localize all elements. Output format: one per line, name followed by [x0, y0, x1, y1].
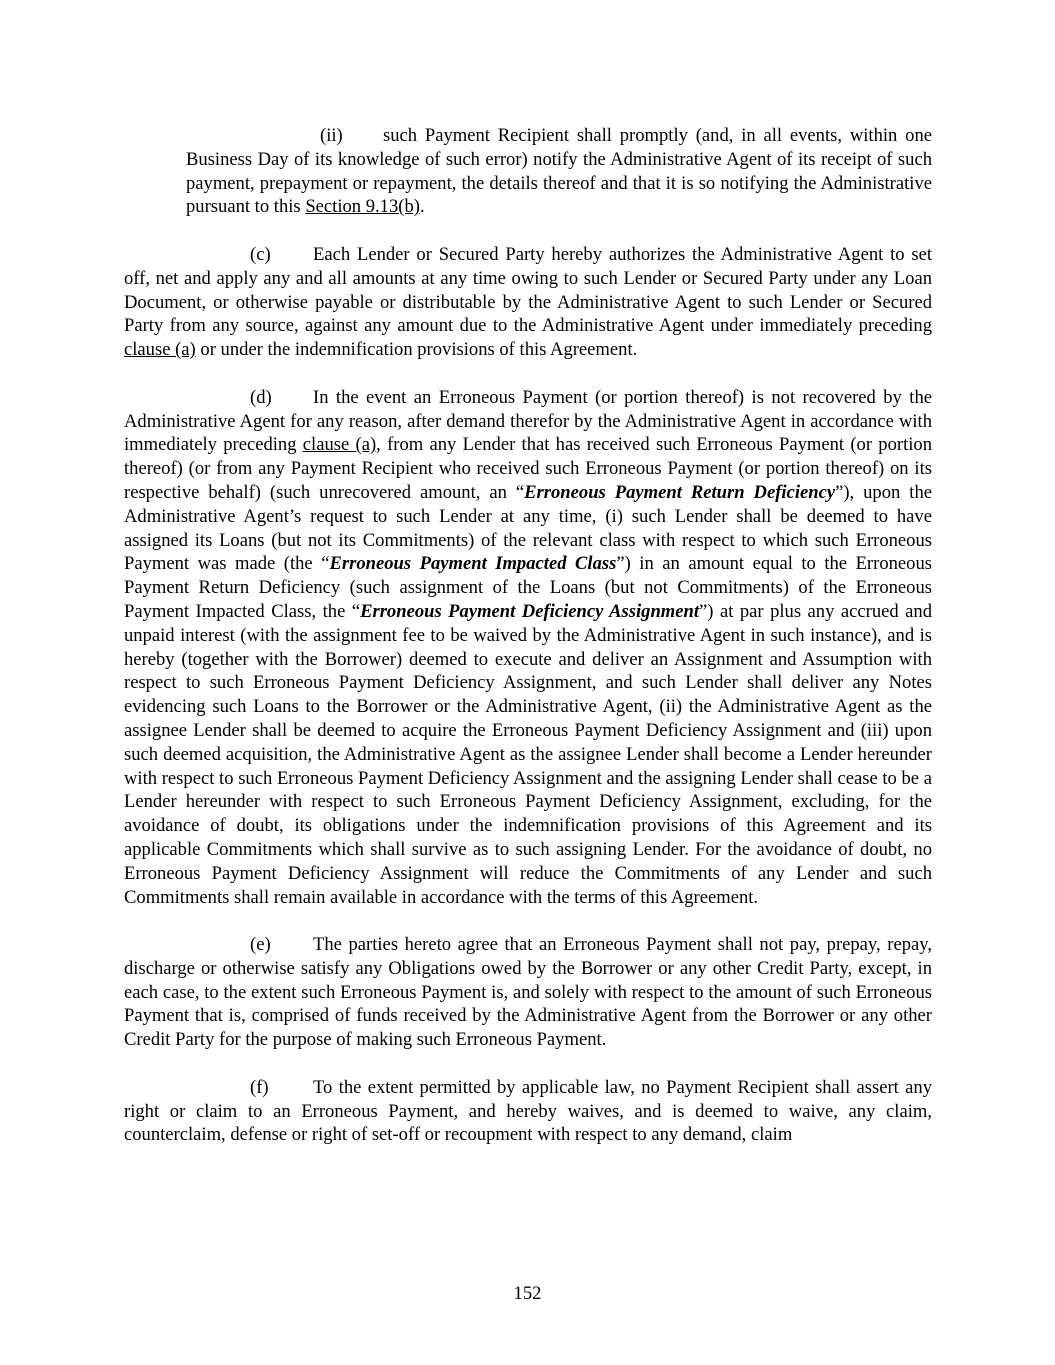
defined-term: Erroneous Payment Return Deficiency: [524, 481, 836, 503]
paragraph-label: (ii): [320, 125, 343, 146]
paragraph-label: (f): [250, 1076, 269, 1098]
defined-term: Erroneous Payment Deficiency Assignment: [360, 600, 700, 622]
paragraph-c: (c) Each Lender or Secured Party hereby authorizes the Administrative Agent to set off, net and apply any and all amounts at any time owing to such Lender or Secured Party under any Loan Document, or otherwise payable or distributable by the Administrative Agent to such Lender or Secured Party from any source, against any amount due to the Administrative Agent under immediately preceding clause (a) or under the indemnification provisions of this Agreement.: [124, 243, 932, 361]
paragraph-label: (c): [250, 243, 271, 265]
paragraph-d: (d) In the event an Erroneous Payment (or portion thereof) is not recovered by the Administrative Agent for any reason, after demand therefor by the Administrative Agent in accordance with immediately preceding clause (a), from any Lender that has received such Erroneous Payment (or portion thereof) (or from any Payment Recipient who received such Erroneous Payment (or portion thereof) on its respective behalf) (such unrecovered amount, an “Erroneous Payment Return Deficiency”), upon the Administrative Agent’s request to such Lender at any time, (i) such Lender shall be deemed to have assigned its Loans (but not its Commitments) of the relevant class with respect to which such Erroneous Payment was made (the “Erroneous Payment Impacted Class”) in an amount equal to the Erroneous Payment Return Deficiency (such assignment of the Loans (but not Commitments) of the Erroneous Payment Impacted Class, the “Erroneous Payment Deficiency Assignment”) at par plus any accrued and unpaid interest (with the assignment fee to be waived by the Administrative Agent in such instance), and is hereby (together with the Borrower) deemed to execute and deliver an Assignment and Assumption with respect to such Erroneous Payment Deficiency Assignment, and such Lender shall deliver any Notes evidencing such Loans to the Borrower or the Administrative Agent, (ii) the Administrative Agent as the assignee Lender shall be deemed to acquire the Erroneous Payment Deficiency Assignment and (iii) upon such deemed acquisition, the Administrative Agent as the assignee Lender shall become a Lender hereunder with respect to such Erroneous Payment Deficiency Assignment and the assigning Lender shall cease to be a Lender hereunder with respect to such Erroneous Payment Deficiency Assignment, excluding, for the avoidance of doubt, its obligations under the indemnification provisions of this Agreement and its applicable Commitments which shall survive as to such assigning Lender. For the avoidance of doubt, no Erroneous Payment Deficiency Assignment will reduce the Commitments of any Lender and such Commitments shall remain available in accordance with the terms of this Agreement.: [124, 386, 933, 908]
paragraph-ii: (ii) such Payment Recipient shall promptly (and, in all events, within one Business Day of its knowledge of such error) notify the Administrative Agent of its receipt of such payment, prepayment or repayment, the details thereof and that it is so notifying the Administrative pursuant to this Section 9.13(b).: [186, 125, 932, 218]
defined-term: Erroneous Payment Impacted Class: [329, 553, 617, 575]
paragraph-e: (e) The parties hereto agree that an Erroneous Payment shall not pay, prepay, repay, discharge or otherwise satisfy any Obligations owed by the Borrower or any other Credit Party, except, in each case, to the extent such Erroneous Payment is, and solely with respect to the amount of such Erroneous Payment that is, comprised of funds received by the Administrative Agent from the Borrower or any other Credit Party for the purpose of making such Erroneous Payment.: [124, 934, 932, 1051]
paragraph-label: (d): [250, 386, 272, 408]
page-number: 152: [513, 1283, 542, 1304]
section-reference: Section 9.13(b): [305, 196, 420, 218]
paragraph-label: (e): [250, 934, 271, 956]
clause-reference: clause (a): [124, 339, 196, 361]
clause-reference: clause (a): [302, 434, 377, 456]
document-body: [124, 124, 932, 1147]
paragraph-f: (f) To the extent permitted by applicable law, no Payment Recipient shall assert any right or claim to an Erroneous Payment, and hereby waives, and is deemed to waive, any claim, counterclaim, defense or right of set-off or recoupment with respect to any demand, claim: [124, 1076, 932, 1146]
